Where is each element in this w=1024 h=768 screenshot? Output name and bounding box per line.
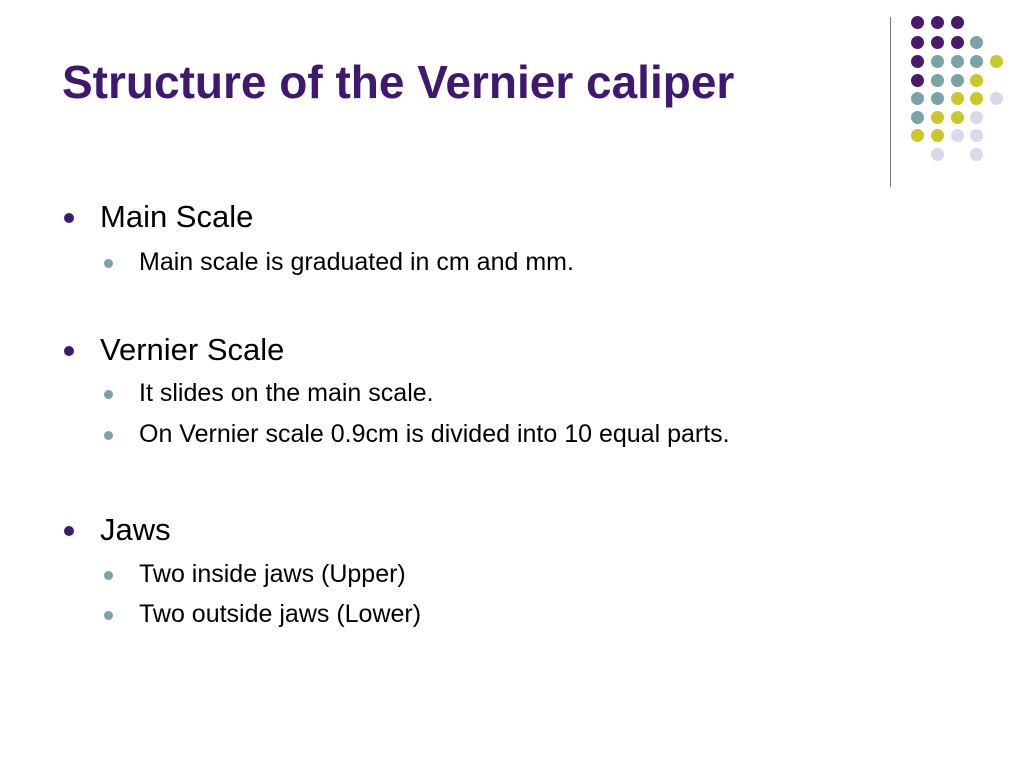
section-heading-main-scale: Main Scale <box>100 199 254 234</box>
section-item: Main scale is graduated in cm and mm. <box>139 248 574 276</box>
slide-title: Structure of the Vernier caliper <box>62 56 735 108</box>
section-item: On Vernier scale 0.9cm is divided into 10 equal parts. <box>139 420 730 448</box>
section-item: Two outside jaws (Lower) <box>139 600 422 628</box>
section-heading-vernier-scale: Vernier Scale <box>100 332 285 367</box>
section-heading-jaws: Jaws <box>100 512 171 547</box>
section-item: Two inside jaws (Upper) <box>139 560 406 588</box>
section-item: It slides on the main scale. <box>139 379 434 407</box>
